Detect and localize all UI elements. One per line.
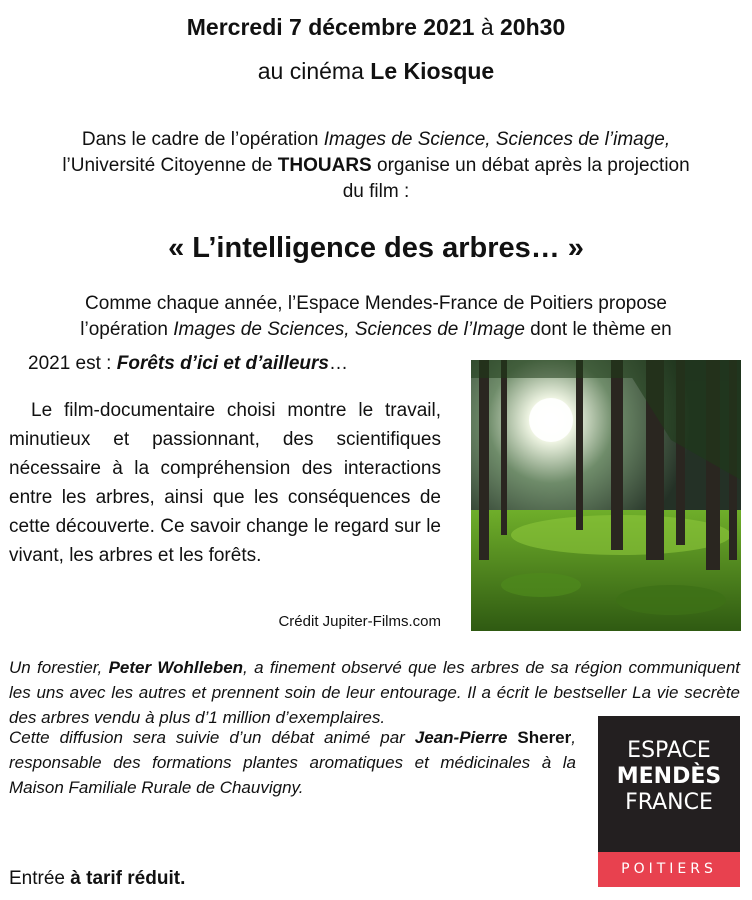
forester-name: Peter Wohlleben <box>108 658 244 677</box>
event-at: à <box>480 14 494 40</box>
debate-text: Cette diffusion sera suivie d’un débat animé par <box>9 728 415 747</box>
espace-mendes-france-logo <box>598 716 740 887</box>
host-last-name: Sherer <box>517 728 572 747</box>
theme-line: Comme chaque année, l’Espace Mendes-France de Poitiers propose <box>85 293 667 314</box>
film-description: Le film-documentaire choisi montre le travail, minutieux et passionnant, des scientifiques nécessaire à la compréhension des interactions entre les arbres, ainsi que les conséquences de cette découverte. Ce savoir change le regard sur le vivant, les arbres et les forêts. <box>9 400 441 566</box>
film-title: « L’intelligence des arbres… » <box>168 232 584 264</box>
logo-line-1: ESPACE <box>627 738 711 763</box>
theme-text: 2021 est : <box>28 353 117 374</box>
city-name: THOUARS <box>277 155 372 176</box>
theme-text: l’opération <box>80 319 174 340</box>
photo-credit: Crédit Jupiter-Films.com <box>278 613 441 630</box>
logo-city-bar <box>598 852 740 887</box>
entry-price: à tarif réduit. <box>70 868 186 889</box>
forester-text: Un forestier, <box>9 658 109 677</box>
debate-paragraph <box>9 725 576 800</box>
intro-text: du film : <box>342 181 410 202</box>
theme-text: dont le thème en <box>524 319 672 340</box>
event-time: 20h30 <box>500 14 566 40</box>
operation-name: Images de Sciences, Sciences de l’Image <box>173 319 525 340</box>
intro-paragraph <box>0 127 752 205</box>
logo-line-2: MENDÈS <box>616 764 722 789</box>
debate-text: , responsable des formations plantes aromatiques et médicinales à la Maison Familiale Rurale de Chauvigny. <box>9 728 576 797</box>
intro-text: l’Université Citoyenne de <box>62 155 278 176</box>
logo-line-3: FRANCE <box>625 790 713 815</box>
theme-text: … <box>328 353 348 374</box>
venue-line <box>0 58 752 85</box>
theme-name: Forêts d’ici et d’ailleurs <box>116 353 329 374</box>
event-date: Mercredi 7 décembre 2021 <box>186 14 475 40</box>
venue-prefix: au cinéma <box>257 58 364 84</box>
venue-name: Le Kiosque <box>370 58 495 84</box>
theme-line-3 <box>28 353 348 375</box>
event-date-line <box>0 14 752 41</box>
operation-name: Images de Science, Sciences de l’image, <box>323 129 671 150</box>
forester-text: , a finement observé que les arbres de sa région communiquent les uns avec les autres et prennent soin de leur entourage. Il a écrit le bestseller La vie secrète des arbres vendu à plus d’1 million d’exemplaires. <box>9 658 740 727</box>
intro-text: organise un débat après la projection <box>371 155 690 176</box>
intro-text: Dans le cadre de l’opération <box>81 129 324 150</box>
entry-text: Entrée <box>9 868 71 889</box>
theme-paragraph <box>0 291 752 343</box>
entry-line <box>9 868 185 890</box>
logo-city: POITIERS <box>621 861 717 877</box>
host-first-name: Jean-Pierre <box>414 728 508 747</box>
forest-photo <box>471 360 741 631</box>
